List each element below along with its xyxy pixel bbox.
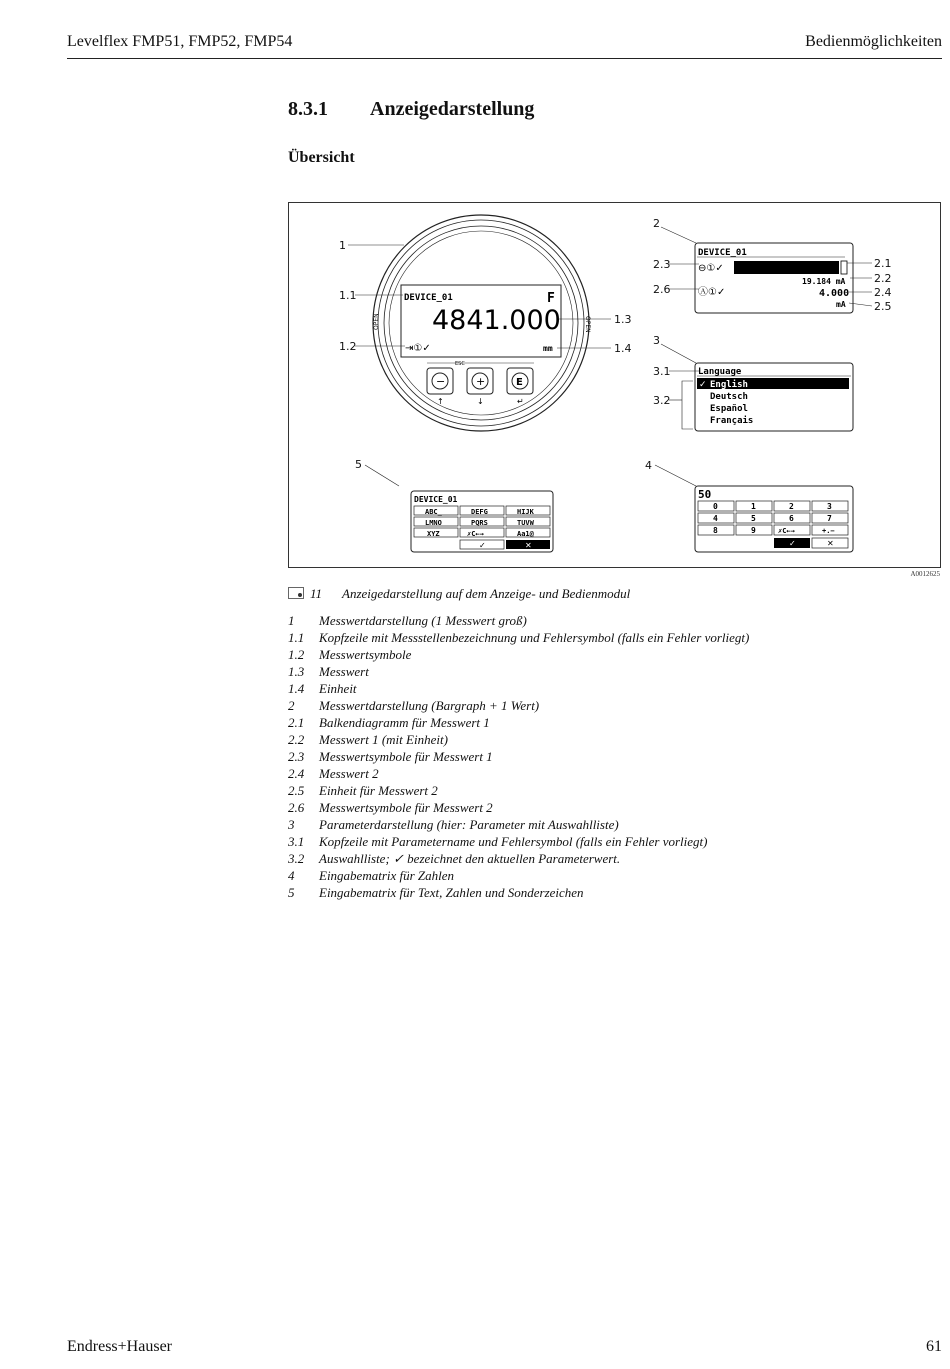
callout-2: 2 xyxy=(653,217,660,230)
num-key-6: 6 xyxy=(789,514,794,523)
num-key-4: 4 xyxy=(713,514,718,523)
legend-item: 2.4 Messwert 2 xyxy=(288,766,379,781)
figure-caption xyxy=(288,586,630,602)
footer-company: Endress+Hauser xyxy=(67,1338,172,1355)
callout-2-5: 2.5 xyxy=(874,300,892,313)
section-title: Anzeigedarstellung xyxy=(370,98,535,120)
text-key-abc: ABC_ xyxy=(425,508,442,516)
num-key-7: 7 xyxy=(827,514,832,523)
figure-caption-text: Anzeigedarstellung auf dem Anzeige- und Bedienmodul xyxy=(342,586,631,601)
legend-item: 5 Eingabematrix für Text, Zahlen und Sonderzeichen xyxy=(288,885,584,900)
lcd3-option-1: Deutsch xyxy=(710,392,748,402)
callout-3-1: 3.1 xyxy=(653,365,671,378)
lcd1-tag: DEVICE_01 xyxy=(404,293,453,303)
figure-number: 11 xyxy=(310,586,323,601)
text-key-xyz: XYZ xyxy=(427,530,440,538)
legend-item: 1 Messwertdarstellung (1 Messwert groß) xyxy=(288,613,527,628)
arrow-up-icon: ↑ xyxy=(437,397,444,406)
legend-item: 1.3 Messwert xyxy=(288,664,369,679)
callout-1-4: 1.4 xyxy=(614,342,632,355)
callout-4: 4 xyxy=(645,459,652,472)
callout-2-6: 2.6 xyxy=(653,283,671,296)
callout-1-1: 1.1 xyxy=(339,289,357,302)
lcd1-unit: mm xyxy=(543,344,553,353)
lcd1-fault: F xyxy=(547,291,555,306)
lcd5-tag: DEVICE_01 xyxy=(414,495,458,504)
header-doc-title: Levelflex FMP51, FMP52, FMP54 xyxy=(67,33,293,50)
open-label-left: OPEN xyxy=(373,313,380,330)
button-minus-label: − xyxy=(436,375,446,388)
lcd2-tag: DEVICE_01 xyxy=(698,248,747,258)
callout-2-1: 2.1 xyxy=(874,257,892,270)
callout-1-2: 1.2 xyxy=(339,340,357,353)
lcd2-value2: 4.000 xyxy=(819,288,850,299)
num-key-5: 5 xyxy=(751,514,756,523)
cancel-icon: ✕ xyxy=(827,539,834,548)
lcd1-symbols-icon: ⇥①✓ xyxy=(405,343,431,354)
figure-display-overview xyxy=(288,202,941,568)
confirm-icon: ✓ xyxy=(479,541,486,550)
lcd3-option-0: English xyxy=(710,380,748,390)
section-number: 8.3.1 xyxy=(288,98,328,120)
esc-label: ESC xyxy=(455,361,465,367)
lcd2-value1: 19.184 mA xyxy=(802,277,846,286)
enter-icon: ↵ xyxy=(517,397,524,406)
num-key-edit: ✗C←→ xyxy=(778,527,795,535)
page-number: 61 xyxy=(926,1338,942,1355)
num-key-8: 8 xyxy=(713,526,718,535)
legend-item: 2.2 Messwert 1 (mit Einheit) xyxy=(288,732,448,747)
figure-icon xyxy=(288,587,304,599)
legend-item: 3 Parameterdarstellung (hier: Parameter mit Auswahlliste) xyxy=(288,817,619,832)
legend-item: 2.1 Balkendiagramm für Messwert 1 xyxy=(288,715,490,730)
legend-item: 2.6 Messwertsymbole für Messwert 2 xyxy=(288,800,493,815)
legend-item: 1.4 Einheit xyxy=(288,681,357,696)
callout-3-2: 3.2 xyxy=(653,394,671,407)
callout-5: 5 xyxy=(355,458,362,471)
open-label-right: OPEN xyxy=(584,316,591,333)
lcd3-title: Language xyxy=(698,367,742,377)
lcd2-symbols-icon: ⊖①✓ xyxy=(698,263,724,274)
header-rule xyxy=(67,58,942,59)
button-plus-label: + xyxy=(476,375,486,388)
arrow-down-icon: ↓ xyxy=(477,397,484,406)
text-key-tuvw: TUVW xyxy=(517,519,534,527)
callout-2-2: 2.2 xyxy=(874,272,892,285)
figure-drawing xyxy=(289,203,940,567)
button-e-label: E xyxy=(516,377,523,388)
legend-item: 2 Messwertdarstellung (Bargraph + 1 Wert) xyxy=(288,698,540,713)
figure-id: A0012625 xyxy=(910,570,940,578)
num-key-2: 2 xyxy=(789,502,794,511)
legend-item: 1.2 Messwertsymbole xyxy=(288,647,412,662)
bargraph-bar xyxy=(734,261,839,274)
legend-item: 1.1 Kopfzeile mit Messstellenbezeichnung und Fehlersymbol (falls ein Fehler vorliegt) xyxy=(288,630,750,645)
text-key-case: Aa1@ xyxy=(517,530,534,538)
callout-3: 3 xyxy=(653,334,660,347)
num-key-3: 3 xyxy=(827,502,832,511)
cancel-icon: ✕ xyxy=(525,541,532,550)
confirm-icon: ✓ xyxy=(789,539,796,548)
lcd3-option-3: Français xyxy=(710,416,754,426)
callout-2-4: 2.4 xyxy=(874,286,892,299)
section-heading xyxy=(288,98,534,121)
callout-1-3: 1.3 xyxy=(614,313,632,326)
legend-item: 3.2 Auswahlliste; ✓ bezeichnet den aktuellen Parameterwert. xyxy=(288,851,621,866)
checkmark-icon: ✓ xyxy=(699,380,707,390)
text-key-lmno: LMNO xyxy=(425,519,442,527)
text-key-hijk: HIJK xyxy=(517,508,534,516)
lcd1-value: 4841.000 xyxy=(432,305,561,336)
text-key-edit: ✗C←→ xyxy=(467,530,484,538)
lcd4-entry: 50 xyxy=(698,488,712,501)
text-key-pqrs: PQRS xyxy=(471,519,488,527)
num-key-0: 0 xyxy=(713,502,718,511)
legend-item: 2.3 Messwertsymbole für Messwert 1 xyxy=(288,749,493,764)
callout-2-3: 2.3 xyxy=(653,258,671,271)
lcd3-option-2: Español xyxy=(710,404,748,414)
callout-1: 1 xyxy=(339,239,346,252)
figure-legend xyxy=(288,612,749,901)
num-key-1: 1 xyxy=(751,502,756,511)
num-key-9: 9 xyxy=(751,526,756,535)
lcd2-unit2: mA xyxy=(836,300,846,309)
legend-item: 3.1 Kopfzeile mit Parametername und Fehlersymbol (falls ein Fehler vorliegt) xyxy=(288,834,708,849)
subheading: Übersicht xyxy=(288,149,355,166)
legend-item: 2.5 Einheit für Messwert 2 xyxy=(288,783,438,798)
text-key-defg: DEFG xyxy=(471,508,488,516)
legend-item: 4 Eingabematrix für Zahlen xyxy=(288,868,455,883)
num-key-sign: +.− xyxy=(822,527,835,535)
header-chapter: Bedienmöglichkeiten xyxy=(805,33,942,50)
lcd2-symbols2-icon: Ⓐ①✓ xyxy=(698,287,726,298)
